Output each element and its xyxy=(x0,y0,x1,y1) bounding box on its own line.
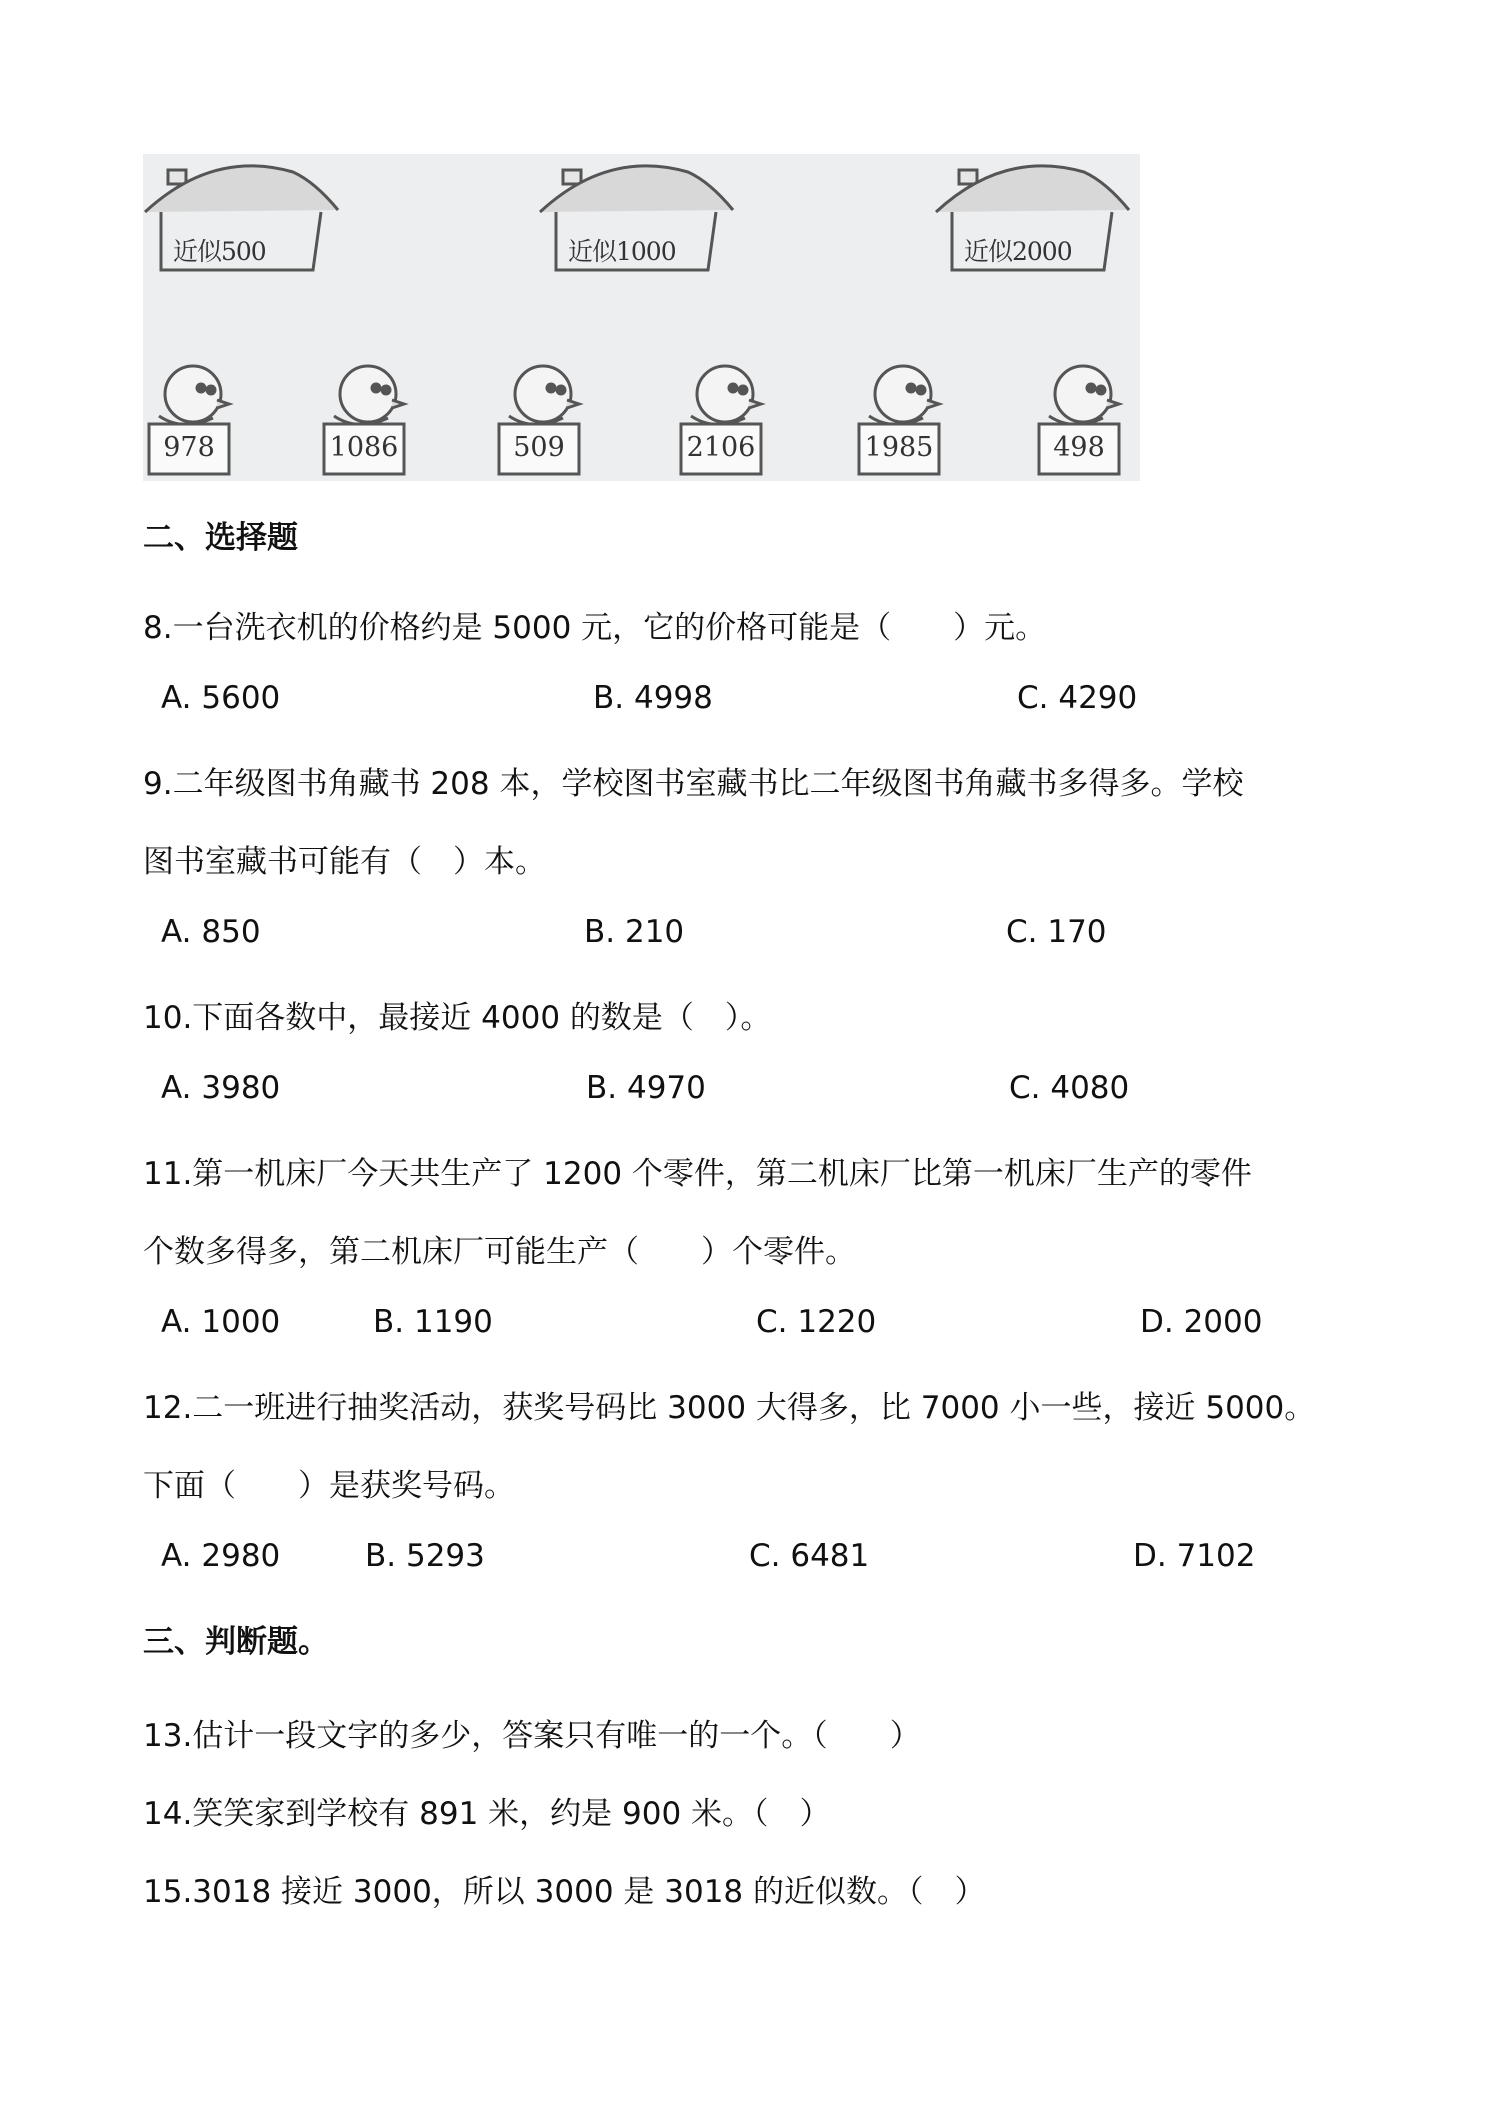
q8-option-a: A. 5600 xyxy=(161,680,281,716)
q9-option-c: C. 170 xyxy=(1006,914,1107,950)
q8-option-b: B. 4998 xyxy=(593,680,713,716)
q12-option-d: D. 7102 xyxy=(1133,1538,1256,1574)
question-9-line-1: 9.二年级图书角藏书 208 本，学校图书室藏书比二年级图书角藏书多得多。学校 xyxy=(143,766,1244,802)
section-heading-choice: 二、选择题 xyxy=(143,520,298,556)
question-10: 10.下面各数中，最接近 4000 的数是（ ）。 xyxy=(143,1000,772,1036)
chick-number: 1985 xyxy=(864,432,934,463)
q10-option-b: B. 4970 xyxy=(586,1070,706,1106)
question-9-line-2: 图书室藏书可能有（ ）本。 xyxy=(143,844,546,880)
q9-option-b: B. 210 xyxy=(584,914,685,950)
question-11-line-1: 11.第一机床厂今天共生产了 1200 个零件，第二机床厂比第一机床厂生产的零件 xyxy=(143,1156,1252,1192)
chick-number: 498 xyxy=(1053,432,1105,463)
q10-option-c: C. 4080 xyxy=(1009,1070,1130,1106)
question-12-line-1: 12.二一班进行抽奖活动，获奖号码比 3000 大得多，比 7000 小一些，接近 5000。 xyxy=(143,1390,1316,1426)
q8-option-c: C. 4290 xyxy=(1017,680,1138,716)
house-label: 近似1000 xyxy=(568,237,676,266)
question-8: 8.一台洗衣机的价格约是 5000 元，它的价格可能是（ ）元。 xyxy=(143,610,1047,646)
chick-number: 2106 xyxy=(686,432,756,463)
q12-option-a: A. 2980 xyxy=(161,1538,281,1574)
figure-drawing xyxy=(143,154,1140,481)
q9-option-a: A. 850 xyxy=(161,914,261,950)
q11-option-a: A. 1000 xyxy=(161,1304,281,1340)
chick-number: 1086 xyxy=(329,432,399,463)
approximation-figure xyxy=(143,154,1140,481)
q12-option-b: B. 5293 xyxy=(365,1538,485,1574)
question-11-line-2: 个数多得多，第二机床厂可能生产（ ）个零件。 xyxy=(143,1234,856,1270)
house-label: 近似2000 xyxy=(964,237,1072,266)
q10-option-a: A. 3980 xyxy=(161,1070,281,1106)
question-14: 14.笑笑家到学校有 891 米，约是 900 米。（ ） xyxy=(143,1796,831,1832)
house-label: 近似500 xyxy=(173,237,266,266)
q12-option-c: C. 6481 xyxy=(749,1538,870,1574)
question-15: 15.3018 接近 3000，所以 3000 是 3018 的近似数。（ ） xyxy=(143,1874,986,1910)
chick-number: 509 xyxy=(513,432,565,463)
section-heading-judge: 三、判断题。 xyxy=(143,1624,329,1660)
chick-number: 978 xyxy=(163,432,215,463)
q11-option-c: C. 1220 xyxy=(756,1304,877,1340)
question-13: 13.估计一段文字的多少，答案只有唯一的一个。（ ） xyxy=(143,1718,921,1754)
q11-option-d: D. 2000 xyxy=(1140,1304,1263,1340)
question-12-line-2: 下面（ ）是获奖号码。 xyxy=(143,1468,515,1504)
q11-option-b: B. 1190 xyxy=(373,1304,493,1340)
